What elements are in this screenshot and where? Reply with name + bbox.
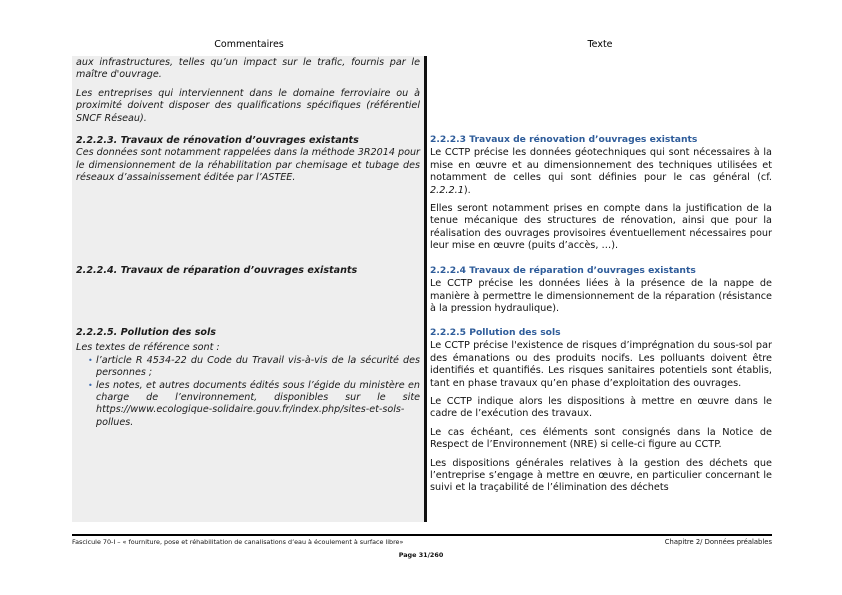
- text-section-2224: [430, 265, 772, 322]
- comment-heading-2223: 2.2.2.3. Travaux de rénovation d’ouvrages existants: [76, 135, 359, 146]
- text-heading-2225: 2.2.2.5 Pollution des sols: [430, 327, 561, 338]
- text-para-2223-1: [430, 147, 772, 197]
- comment-section-2225: [76, 327, 420, 429]
- footer-rule: [72, 534, 772, 536]
- comment-text-2223: Ces données sont notamment rappelées dans la méthode 3R2014 pour le dimensionnement de la réhabilitation par chemisage et tubage des réseaux d’assainissement éditée par l’ASTEE.: [76, 147, 420, 184]
- text-para-2225-1: Le CCTP précise l'existence de risques d’imprégnation du sous-sol par des émanations ou des produits nocifs. Les polluants doivent être identifiés et quantifiés. Les risques sanitaires potentiels sont établis, tant en phase travaux qu’en phase d’exploitation des ouvrages.: [430, 340, 772, 389]
- column-divider: [424, 56, 427, 522]
- comment-section-2223: [76, 135, 420, 191]
- text-para-2224-1: Le CCTP précise les données liées à la présence de la nappe de manière à permettre le dimensionnement de la réparation (résistance à la pression hydraulique).: [430, 278, 772, 315]
- comment-intro-para2: Les entreprises qui interviennent dans le domaine ferroviaire ou à proximité doivent disposer des qualifications spécifiques (référentiel SNCF Réseau).: [76, 87, 420, 124]
- reference-text: les notes, et autres documents édités sous l’égide du ministère en charge de l’environnement, disponibles sur le site https://www.ecologique-solidaire.gouv.fr/index.php/sites-et-sols-pollues.: [96, 379, 420, 428]
- comment-intro: [76, 57, 420, 131]
- reference-list-item: [88, 355, 420, 380]
- footer-document-title: Fascicule 70-I – « fourniture, pose et réhabilitation de canalisations d’eau à écoulement à surface libre»: [72, 538, 404, 546]
- text-heading-2223: 2.2.2.3 Travaux de rénovation d’ouvrages existants: [430, 134, 698, 145]
- footer-chapter: Chapitre 2/ Données préalables: [664, 538, 772, 546]
- text-para-2225-4: Les dispositions générales relatives à la gestion des déchets que l’entreprise s’engage à mettre en œuvre, en particulier concernant le suivi et la traçabilité de l’élimination des déchets: [430, 457, 772, 494]
- comment-section-2224: [76, 265, 420, 277]
- column-header-comments: Commentaires: [214, 39, 284, 50]
- text-para-2225-2: Le CCTP indique alors les dispositions à mettre en œuvre dans le cadre de l’exécution des travaux.: [430, 396, 772, 420]
- text-para-2225-3: Le cas échéant, ces éléments sont consignés dans la Notice de Respect de l’Environnement (NRE) si celle-ci figure au CCTP.: [430, 426, 772, 451]
- column-header-text: Texte: [587, 39, 613, 50]
- reference-list: [76, 355, 420, 429]
- text-heading-2224: 2.2.2.4 Travaux de réparation d’ouvrages existants: [430, 265, 696, 276]
- comment-heading-2225: 2.2.2.5. Pollution des sols: [76, 327, 217, 338]
- comment-intro-2225: Les textes de référence sont :: [76, 342, 220, 354]
- reference-text: l’article R 4534-22 du Code du Travail vis-à-vis de la sécurité des personnes ;: [96, 354, 420, 379]
- bullet-icon: •: [88, 355, 93, 365]
- bullet-icon: •: [88, 380, 93, 390]
- reference-list-item: [88, 380, 420, 430]
- text-para-2223-1-end: ).: [463, 184, 471, 196]
- text-para-2223-2: Elles seront notamment prises en compte dans la justification de la tenue mécanique des structures de rénovation, ainsi que pour la réalisation des ouvrages provisoires éventuellement nécessaires pour leur mise en œuvre (puits d’accès, …).: [430, 203, 772, 252]
- text-section-2225: [430, 327, 772, 501]
- cross-reference: 2.2.2.1: [430, 184, 464, 196]
- page-number: Page 31/260: [398, 551, 444, 559]
- text-section-2223: [430, 134, 772, 259]
- text-para-2223-1-main: Le CCTP précise les données géotechniques qui sont nécessaires à la mise en œuvre et au dimensionnement des techniques utilisées et notamment de celles qui sont définies pour le cas général (cf.: [430, 147, 772, 184]
- comment-intro-continuation: aux infrastructures, telles qu’un impact sur le trafic, fournis par le maître d'ouvrage.: [76, 57, 420, 81]
- comment-heading-2224: 2.2.2.4. Travaux de réparation d’ouvrages existants: [76, 265, 358, 276]
